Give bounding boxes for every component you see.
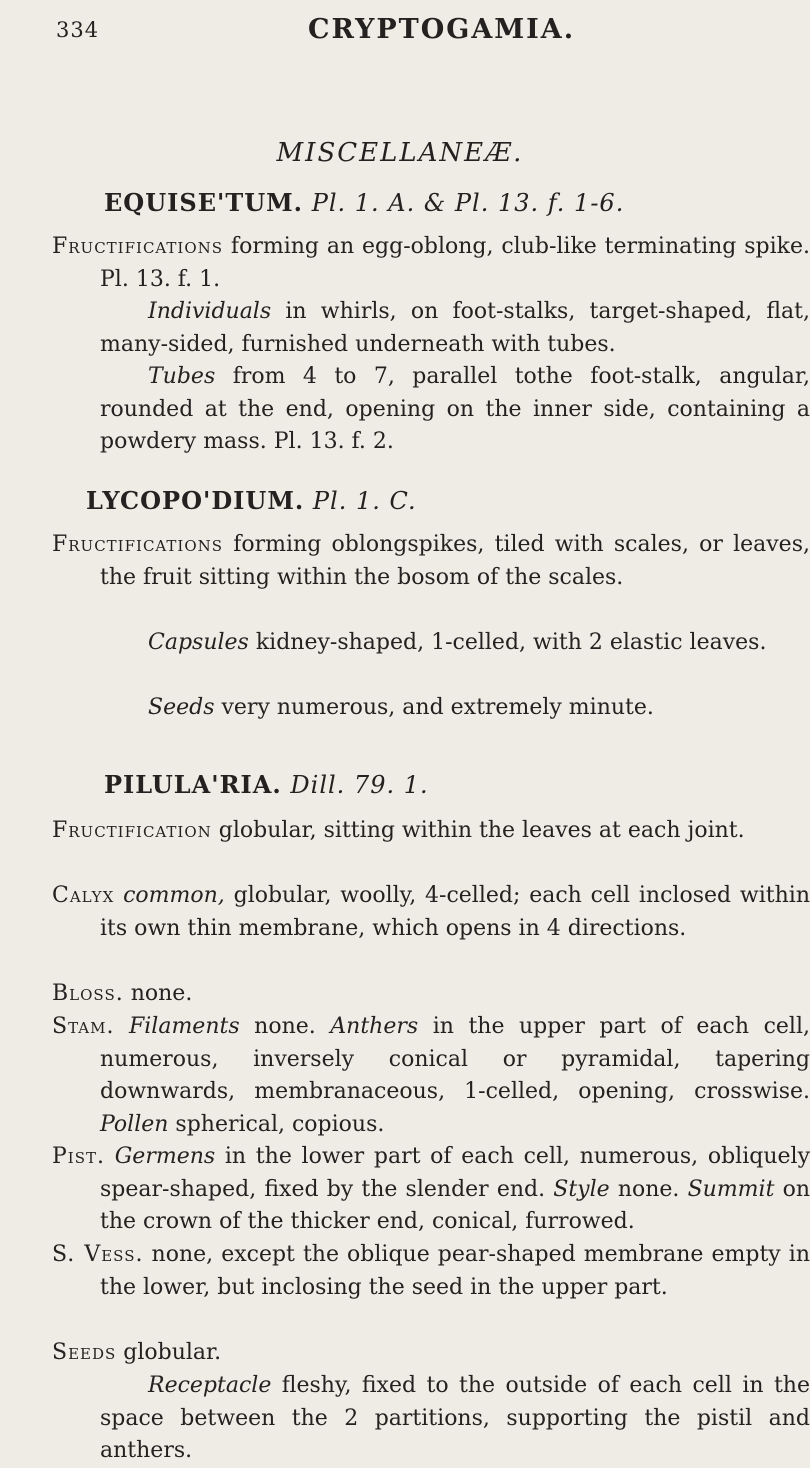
lycopodium-fructifications <box>52 529 810 594</box>
pilularia-fructification-text: globular, sitting within the leaves at each joint. <box>211 818 745 843</box>
pilularia-summit-label: Summit <box>687 1176 775 1202</box>
pilularia-style-label: Style <box>553 1176 610 1202</box>
lycopodium-capsules <box>52 627 810 660</box>
pilularia-pollen-text: spherical, copious. <box>168 1111 385 1137</box>
pilularia-plate-ref: Dill. 79. 1. <box>290 771 429 799</box>
lycopodium-fructifications-lead: Fructifications <box>52 532 224 557</box>
equisetum-individuals <box>52 296 810 361</box>
pilularia-fructification <box>52 815 810 848</box>
equisetum-fructifications-lead: Fructifications <box>52 234 224 259</box>
pilularia-heading <box>104 770 429 799</box>
pilularia-style-text: none. <box>609 1176 688 1202</box>
pilularia-calyx-lead: Calyx <box>52 883 115 908</box>
lycopodium-seeds-lead: Seeds <box>148 695 215 720</box>
pilularia-blossom-lead: Bloss. <box>52 981 124 1006</box>
pilularia-calyx-text: globular, woolly, 4-celled; each cell inclosed within its own thin membrane, which opens in 4 directions. <box>100 883 810 941</box>
pilularia-pistil <box>52 1141 810 1239</box>
pilularia-pollen-label: Pollen <box>100 1111 169 1137</box>
pilularia-seeds-lead: Seeds <box>52 1340 117 1365</box>
pilularia-blossom-text: none. <box>123 981 193 1006</box>
pilularia-pistil-lead: Pist. <box>52 1144 106 1169</box>
equisetum-individuals-lead: Individuals <box>148 299 272 324</box>
lycopodium-seeds <box>52 692 810 725</box>
equisetum-genus: EQUISE'TUM. <box>104 188 304 217</box>
pilularia-filaments-text: none. <box>239 1014 331 1039</box>
pilularia-receptacle <box>52 1370 810 1468</box>
pilularia-germens-text: in the lower part of each cell, numerous, obliquely spear-shaped, fixed by the slender end. <box>100 1144 810 1202</box>
pilularia-seeds-text: globular. <box>116 1340 222 1365</box>
pilularia-seed-vessel <box>52 1239 810 1304</box>
pilularia-seeds <box>52 1337 810 1370</box>
equisetum-tubes-text: from 4 to 7, parallel tothe foot-stalk, angular, rounded at the end, opening on the inner side, containing a powdery mass. Pl. 13. f. 2. <box>100 364 810 454</box>
running-title: CRYPTOGAMIA. <box>308 14 576 45</box>
pilularia-seed-vessel-text: none, except the oblique pear-shaped membrane empty in the lower, but inclosing the seed in the upper part. <box>100 1242 810 1300</box>
page-number: 334 <box>56 18 100 42</box>
lycopodium-plate-ref: Pl. 1. C. <box>312 487 417 515</box>
pilularia-blossom <box>52 978 810 1011</box>
lycopodium-capsules-text: kidney-shaped, 1-celled, with 2 elastic leaves. <box>248 630 767 655</box>
pilularia-genus: PILULA'RIA. <box>104 770 282 799</box>
pilularia-calyx-common: common, <box>114 883 225 908</box>
lycopodium-heading <box>86 486 417 515</box>
pilularia-anthers-label: Anthers <box>330 1014 419 1039</box>
pilularia-germens-label: Germens <box>114 1144 216 1169</box>
lycopodium-fructifications-text: forming oblongspikes, tiled with scales, or leaves, the fruit sitting within the bosom of the scales. <box>100 532 810 590</box>
equisetum-individuals-text: in whirls, on foot-stalks, target-shaped, flat, many-sided, furnished underneath with tubes. <box>100 299 810 357</box>
pilularia-receptacle-lead: Receptacle <box>148 1373 272 1398</box>
section-title: MISCELLANEÆ. <box>276 138 524 168</box>
equisetum-heading <box>104 188 624 217</box>
equisetum-fructifications-text: forming an egg-oblong, club-like terminating spike. Pl. 13. f. 1. <box>100 234 810 292</box>
pilularia-receptacle-text: fleshy, fixed to the outside of each cell in the space between the 2 partitions, supporting the pistil and anthers. <box>100 1373 810 1463</box>
pilularia-seed-vessel-lead: S. Vess. <box>52 1242 144 1267</box>
pilularia-stamens <box>52 1011 810 1141</box>
pilularia-calyx <box>52 880 810 945</box>
lycopodium-genus: LYCOPO'DIUM. <box>86 486 305 515</box>
lycopodium-seeds-text: very numerous, and extremely minute. <box>214 695 654 720</box>
pilularia-stamens-lead: Stam. <box>52 1014 115 1039</box>
pilularia-fructification-lead: Fructification <box>52 818 212 843</box>
equisetum-fructifications <box>52 231 810 296</box>
equisetum-tubes-lead: Tubes <box>148 364 216 389</box>
running-head <box>56 14 760 48</box>
pilularia-filaments-label: Filaments <box>128 1014 240 1039</box>
pilularia-summit-text: on the crown of the thicker end, conical, furrowed. <box>100 1176 810 1234</box>
equisetum-plate-ref: Pl. 1. A. & Pl. 13. f. 1-6. <box>311 189 625 217</box>
equisetum-tubes <box>52 361 810 459</box>
lycopodium-capsules-lead: Capsules <box>148 630 249 655</box>
pilularia-anthers-text: in the upper part of each cell, numerous, inversely conical or pyramidal, tapering downwards, membranaceous, 1-celled, opening, crosswise. <box>100 1014 810 1104</box>
